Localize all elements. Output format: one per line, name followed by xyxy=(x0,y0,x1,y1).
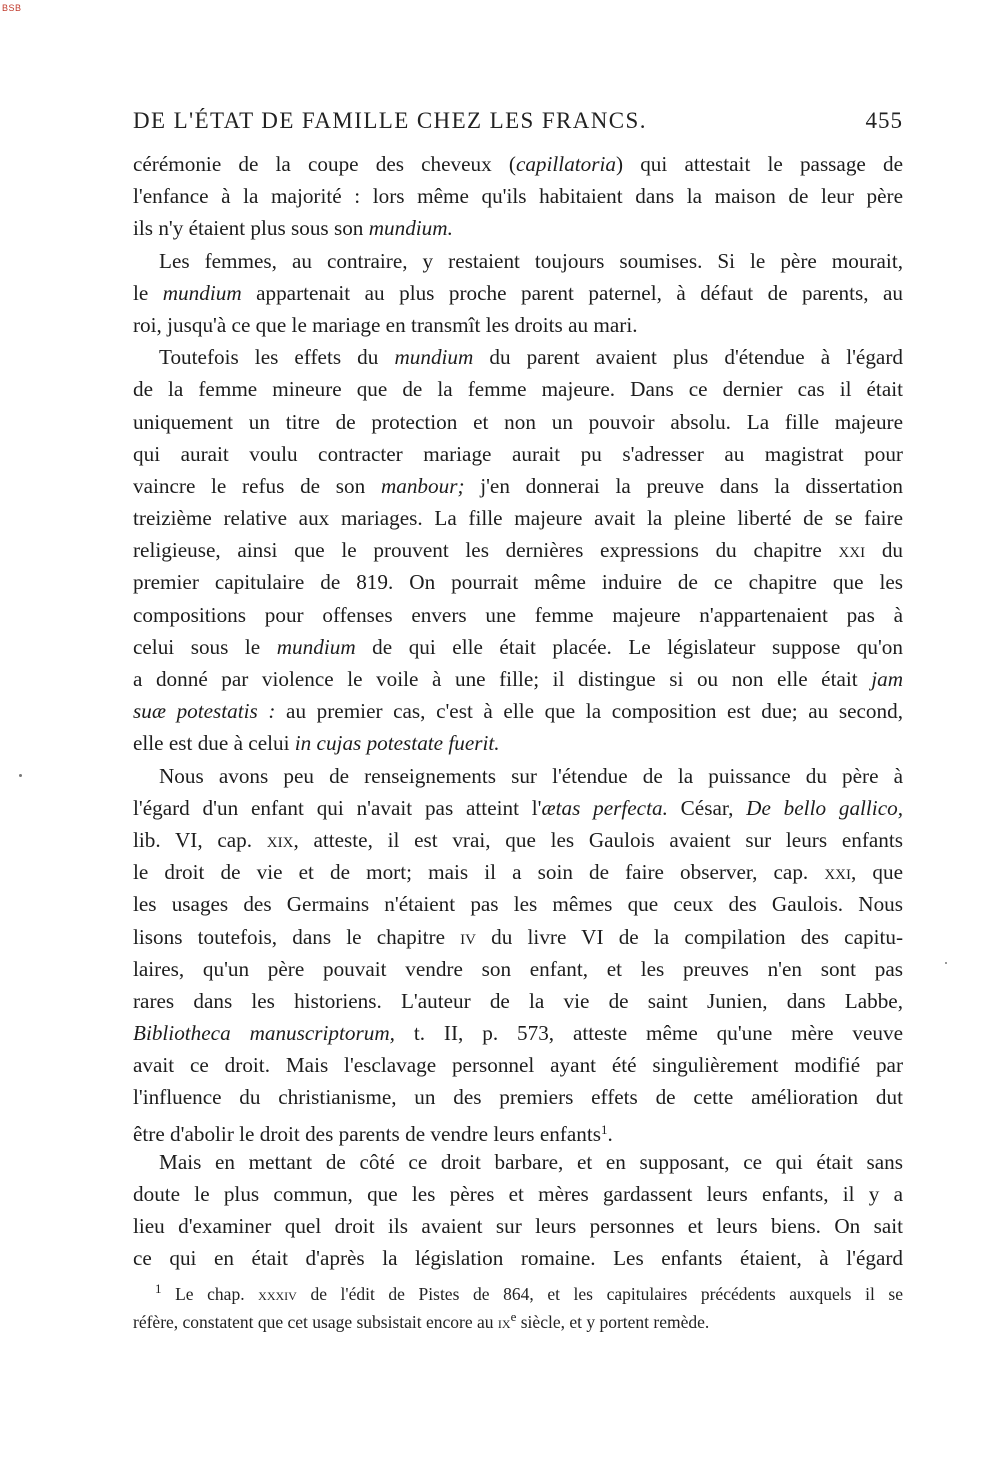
running-title: DE L'ÉTAT DE FAMILLE CHEZ LES FRANCS. xyxy=(133,108,647,133)
text-line xyxy=(133,438,903,470)
text-line xyxy=(133,1081,903,1113)
text-run: appartenait au plus proche parent paternel, à défaut de parents, au xyxy=(241,280,903,305)
small-caps-run: xxi xyxy=(824,860,851,885)
text-run: de l'édit de Pistes de 864, et les capitulaires précédents auxquels il se xyxy=(296,1284,903,1304)
superscript: e xyxy=(510,1309,517,1324)
text-run: lieu d'examiner quel droit ils avaient sur leurs personnes et leurs biens. On sait xyxy=(133,1214,903,1239)
library-stamp: BSB xyxy=(2,3,22,13)
small-caps-run: xxi xyxy=(838,538,866,563)
italic-run: in cujas potestate fuerit. xyxy=(294,731,500,756)
text-run: Toutefois les effets du xyxy=(159,345,395,370)
text-run: Nous avons peu de renseignements sur l'étendue de la puissance du père à xyxy=(159,763,903,788)
text-line xyxy=(133,245,903,277)
text-line xyxy=(133,1049,903,1081)
text-line xyxy=(133,953,903,985)
text-line xyxy=(133,1242,903,1274)
italic-run: manbour; xyxy=(380,473,465,498)
text-run: l'influence du christianisme, un des premiers effets de cette amélioration dut xyxy=(133,1085,903,1110)
text-line xyxy=(133,663,903,695)
footnotes xyxy=(133,1275,903,1331)
text-line xyxy=(133,1017,903,1049)
text-run: doute le plus commun, que les pères et mères gardassent leurs enfants, il y a xyxy=(133,1182,903,1206)
italic-run: mundium xyxy=(162,280,242,305)
text-run: religieuse, ainsi que le prouvent les dernières expressions du chapitre xyxy=(133,538,839,563)
text-run: au premier cas, c'est à elle que la composition est due; au second, xyxy=(275,699,903,724)
text-run: a donné par violence le voile à une fille; il distingue si ou non elle était xyxy=(133,667,872,691)
text-run: Le chap. xyxy=(161,1284,259,1304)
footnote-line xyxy=(133,1303,903,1331)
footnote-line xyxy=(133,1275,903,1303)
text-line xyxy=(133,534,903,566)
scan-speck xyxy=(19,774,22,777)
small-caps-run: xxxiv xyxy=(258,1284,297,1304)
text-run: de la femme mineure que de la femme majeure. Dans ce dernier cas il était xyxy=(133,377,903,402)
text-run: du livre VI de la compilation des capitu- xyxy=(476,924,904,949)
text-line xyxy=(133,148,903,180)
text-line xyxy=(133,1178,903,1210)
text-run: le droit de vie et de mort; mais il a soin de faire observer, cap. xyxy=(133,860,825,885)
text-run: ils n'y étaient plus sous son xyxy=(133,216,369,241)
text-line xyxy=(133,180,903,212)
text-run: . xyxy=(607,1121,613,1146)
text-run: premier capitulaire de 819. On pourrait même induire de ce chapitre que les xyxy=(133,570,903,595)
text-line xyxy=(133,824,903,856)
italic-run: De bello gallico, xyxy=(746,795,903,820)
text-run: qui aurait voulu contracter mariage aurait pu s'adresser au magistrat pour xyxy=(133,441,903,466)
text-run: , que xyxy=(851,860,903,885)
small-caps-run: ix xyxy=(497,1312,511,1332)
text-run: lib. VI, cap. xyxy=(133,827,267,852)
text-line xyxy=(133,341,903,373)
text-line xyxy=(133,406,903,438)
text-run: Mais en mettant de côté ce droit barbare, et en supposant, ce qui était sans xyxy=(159,1149,903,1174)
text-run: laires, qu'un père pouvait vendre son enfant, et les preuves n'en sont pas xyxy=(133,956,903,981)
italic-run: mundium xyxy=(394,345,474,370)
text-line xyxy=(133,277,903,309)
text-line xyxy=(133,856,903,888)
small-caps-run: iv xyxy=(460,924,476,949)
text-line xyxy=(133,695,903,727)
text-run: le xyxy=(133,280,163,305)
text-run: l'enfance à la majorité : lors même qu'ils habitaient dans la maison de leur père xyxy=(133,184,903,209)
text-run: j'en donnerai la preuve dans la dissertation xyxy=(464,473,904,498)
text-run: ce qui en était d'après la législation romaine. Les enfants étaient, à l'égard xyxy=(133,1246,903,1271)
page-number: 455 xyxy=(865,108,903,133)
text-run: elle est due à celui xyxy=(133,731,295,756)
text-line xyxy=(133,921,903,953)
text-run: roi, jusqu'à ce que le mariage en transmît les droits au mari. xyxy=(133,312,638,337)
scan-speck xyxy=(945,962,947,964)
text-run: Les femmes, au contraire, y restaient toujours soumises. Si le père mourait, xyxy=(159,248,903,273)
body-text xyxy=(133,148,903,1275)
text-line xyxy=(133,212,903,244)
text-line xyxy=(133,1114,903,1146)
text-run: César, xyxy=(667,795,747,820)
running-header xyxy=(133,108,903,134)
text-line xyxy=(133,599,903,631)
text-line xyxy=(133,566,903,598)
superscript: 1 xyxy=(155,1281,162,1296)
text-run: de qui elle était placée. Le législateur suppose qu'on xyxy=(355,634,903,659)
text-line xyxy=(133,631,903,663)
italic-run: Bibliotheca manuscriptorum, xyxy=(133,1021,395,1046)
text-run: siècle, et y portent remède. xyxy=(516,1312,710,1332)
text-run: du parent avaient plus d'étendue à l'égard xyxy=(473,345,903,370)
italic-run: suæ potestatis : xyxy=(133,699,276,724)
text-line xyxy=(133,373,903,405)
text-run: t. II, p. 573, atteste même qu'une mère veuve xyxy=(394,1021,904,1046)
text-run: rares dans les historiens. L'auteur de la vie de saint Junien, dans Labbe, xyxy=(133,988,903,1013)
text-line xyxy=(133,309,903,341)
text-run: ) qui attestait le passage de xyxy=(616,152,903,176)
text-run: du xyxy=(865,538,904,563)
text-run: uniquement un titre de protection et non un pouvoir absolu. La fille majeure xyxy=(133,409,903,434)
text-run: , atteste, il est vrai, que les Gaulois avaient sur leurs enfants xyxy=(293,827,904,852)
superscript: 1 xyxy=(601,1121,608,1137)
text-line xyxy=(133,727,903,759)
italic-run: mundium xyxy=(276,634,356,659)
small-caps-run: xix xyxy=(266,827,294,852)
text-line xyxy=(133,792,903,824)
text-run: treizième relative aux mariages. La fille majeure avait la pleine liberté de se faire xyxy=(133,506,903,531)
text-run: réfère, constatent que cet usage subsistait encore au xyxy=(133,1312,498,1332)
text-run: lisons toutefois, dans le chapitre xyxy=(133,924,461,949)
text-run: compositions pour offenses envers une femme majeure n'appartenaient pas à xyxy=(133,602,903,627)
text-run: celui sous le xyxy=(133,634,277,659)
text-line xyxy=(133,470,903,502)
text-run: être d'abolir le droit des parents de vendre leurs enfants xyxy=(133,1121,601,1146)
italic-run: jam xyxy=(871,667,903,691)
text-run: l'égard d'un enfant qui n'avait pas atteint l' xyxy=(133,795,542,820)
text-run: cérémonie de la coupe des cheveux ( xyxy=(133,152,516,176)
italic-run: capillatoria xyxy=(515,152,616,176)
text-line xyxy=(133,888,903,920)
text-run: vaincre le refus de son xyxy=(133,473,381,498)
italic-run: ætas perfecta. xyxy=(541,795,668,820)
text-run: avait ce droit. Mais l'esclavage personnel ayant été singulièrement modifié par xyxy=(133,1053,903,1078)
text-line xyxy=(133,760,903,792)
text-line xyxy=(133,1210,903,1242)
text-line xyxy=(133,502,903,534)
italic-run: mundium. xyxy=(368,216,453,241)
text-line xyxy=(133,985,903,1017)
text-line xyxy=(133,1146,903,1178)
text-run: les usages des Germains n'étaient pas les mêmes que ceux des Gaulois. Nous xyxy=(133,892,903,917)
